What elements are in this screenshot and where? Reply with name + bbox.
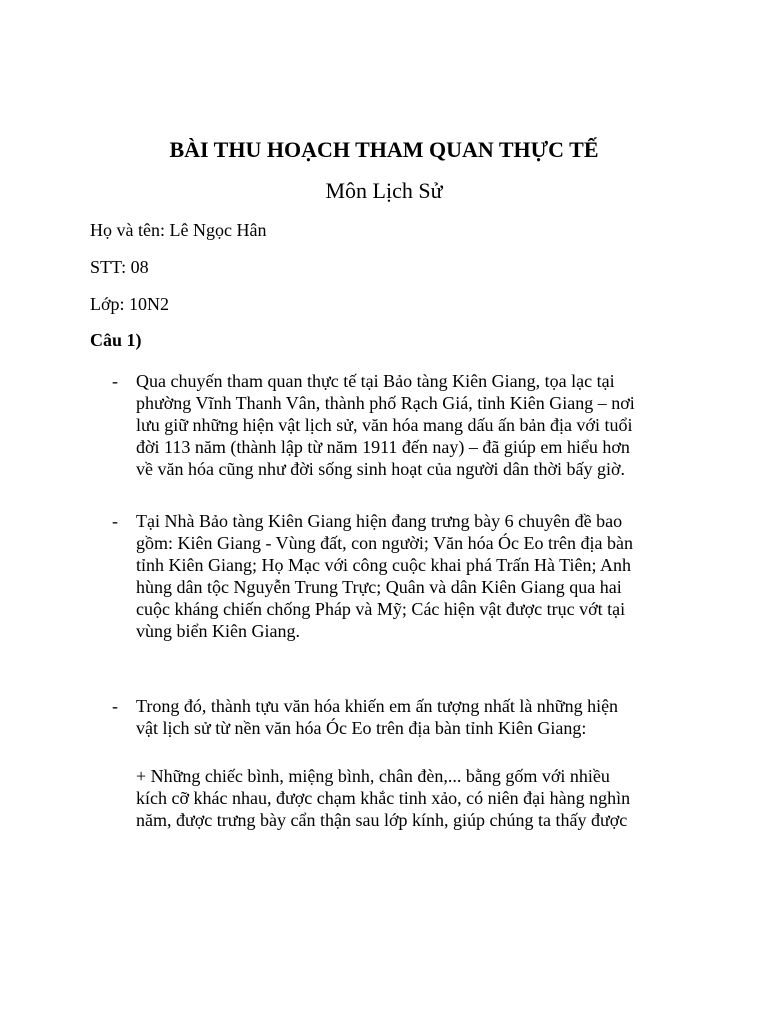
bullet-marker: - <box>112 511 118 531</box>
paragraph-line: năm, được trưng bày cẩn thận sau lớp kính, giúp chúng ta thấy được <box>136 810 628 830</box>
paragraph-line: + Những chiếc bình, miệng bình, chân đèn,... bằng gốm với nhiều <box>136 766 610 786</box>
paragraph-line: kích cỡ khác nhau, được chạm khắc tinh xảo, có niên đại hàng nghìn <box>136 788 631 808</box>
document-subtitle: Môn Lịch Sử <box>325 178 443 203</box>
paragraph-line: Tại Nhà Bảo tàng Kiên Giang hiện đang trưng bày 6 chuyên đề bao <box>136 511 623 531</box>
question-heading: Câu 1) <box>90 330 142 350</box>
paragraph-line: tỉnh Kiên Giang; Họ Mạc với công cuộc khai phá Trấn Hà Tiên; Anh <box>136 555 631 575</box>
student-class: Lớp: 10N2 <box>90 294 170 314</box>
paragraph-line: vật lịch sử từ nền văn hóa Óc Eo trên địa bàn tỉnh Kiên Giang: <box>136 718 587 738</box>
paragraph-line: gồm: Kiên Giang - Vùng đất, con người; Văn hóa Óc Eo trên địa bàn <box>136 533 634 553</box>
paragraph-line: hùng dân tộc Nguyễn Trung Trực; Quân và dân Kiên Giang qua hai <box>136 577 622 597</box>
paragraph-line: vùng biển Kiên Giang. <box>136 621 300 641</box>
bullet-marker: - <box>112 371 118 391</box>
paragraph-line: về văn hóa cũng như đời sống sinh hoạt của người dân thời bấy giờ. <box>136 459 626 479</box>
student-name: Họ và tên: Lê Ngọc Hân <box>90 220 267 240</box>
paragraph-line: lưu giữ những hiện vật lịch sử, văn hóa mang dấu ấn bản địa với tuổi <box>136 415 633 435</box>
student-number: STT: 08 <box>90 257 149 277</box>
bullet-marker: - <box>112 696 118 716</box>
paragraph-line: Qua chuyến tham quan thực tế tại Bảo tàng Kiên Giang, tọa lạc tại <box>136 371 615 391</box>
paragraph-line: đời 113 năm (thành lập từ năm 1911 đến nay) – đã giúp em hiểu hơn <box>136 437 630 457</box>
document-title: BÀI THU HOẠCH THAM QUAN THỰC TẾ <box>169 137 599 162</box>
paragraph-line: phường Vĩnh Thanh Vân, thành phố Rạch Giá, tỉnh Kiên Giang – nơi <box>136 393 635 413</box>
paragraph-line: Trong đó, thành tựu văn hóa khiến em ấn tượng nhất là những hiện <box>136 696 619 716</box>
paragraph-line: cuộc kháng chiến chống Pháp và Mỹ; Các hiện vật được trục vớt tại <box>136 599 626 619</box>
